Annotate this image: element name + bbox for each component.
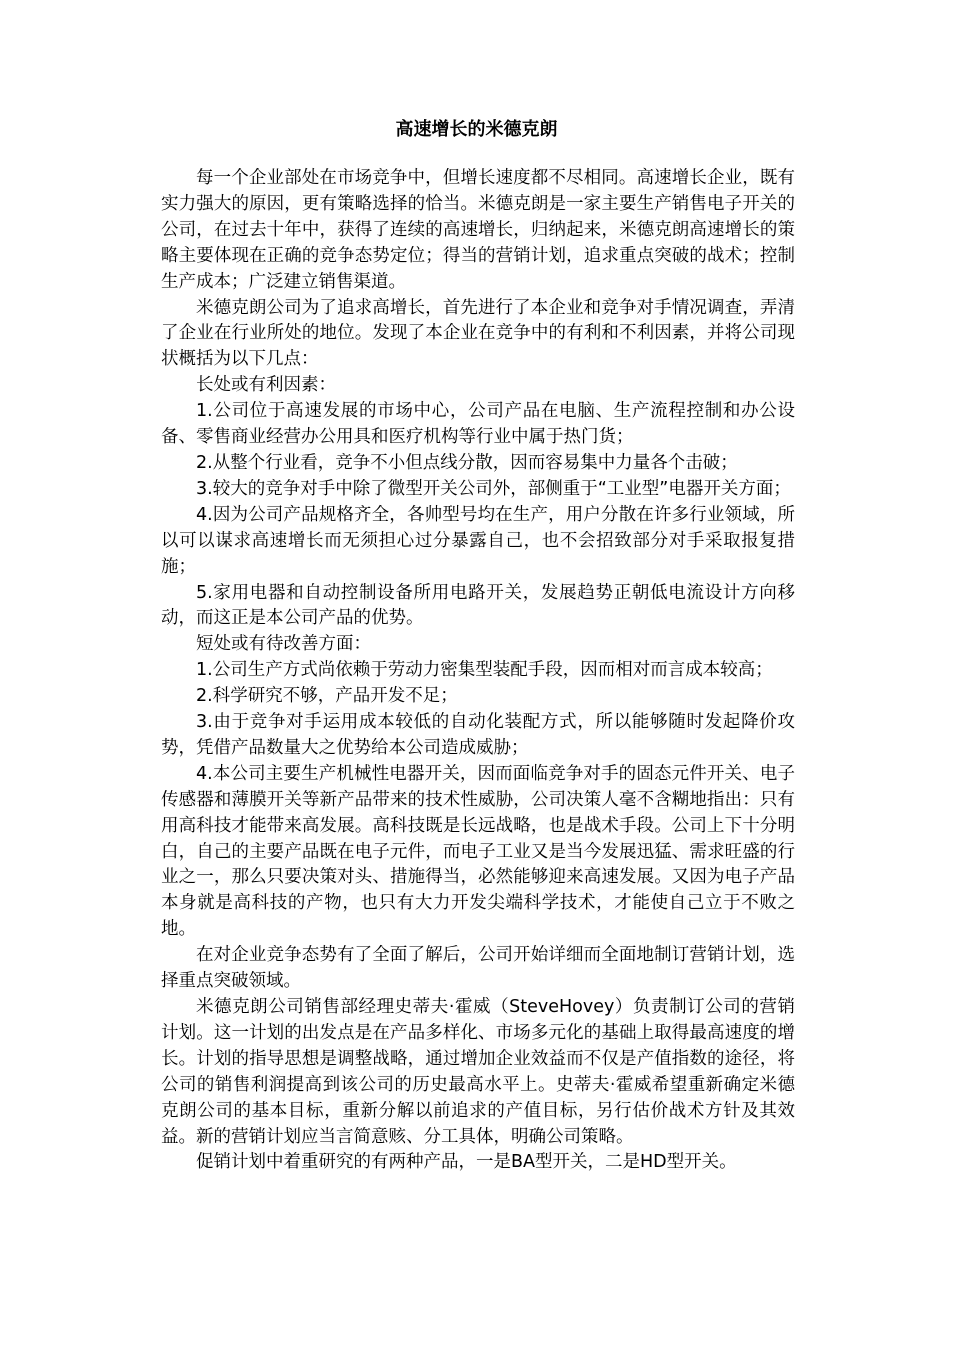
weakness-item-3: 3.由于竞争对手运用成本较低的自动化装配方式，所以能够随时发起降价攻势，凭借产品数量大之优势给本公司造成威胁； <box>161 712 795 758</box>
weakness-item-1: 1.公司生产方式尚依赖于劳动力密集型装配手段，因而相对而言成本较高； <box>196 660 773 681</box>
paragraph-promotion: 促销计划中着重研究的有两种产品，一是BA型开关，二是HD型开关。 <box>196 1152 737 1173</box>
weakness-item-4: 4.本公司主要生产机械性电器开关，因而面临竞争对手的固态元件开关、电子传感器和薄膜开关等新产品带来的技术性威胁，公司决策人毫不含糊地指出：只有用高科技才能带来高发展。高科技既是长远战略，也是战术手段。公司上下十分明白，自己的主要产品既在电子元件，而电子工业又是当今发展迅猛、需求旺盛的行业之一，那么只要决策对头、措施得当，必然能够迎来高速发展。又因为电子产品本身就是高科技的产物，也只有大力开发尖端科学技术，才能使自己立于不败之地。 <box>161 763 795 940</box>
paragraph-intro: 每一个企业部处在市场竞争中，但增长速度都不尽相同。高速增长企业，既有实力强大的原因，更有策略选择的恰当。米德克朗是一家主要生产销售电子开关的公司，在过去十年中，获得了连续的高速增长，归纳起来，米德克朗高速增长的策略主要体现在正确的竞争态势定位；得当的营销计划，追求重点突破的战术；控制生产成本；广泛建立销售渠道。 <box>161 168 795 292</box>
heading-weaknesses: 短处或有待改善方面： <box>196 634 371 655</box>
strength-item-2: 2.从整个行业看，竞争不小但点线分散，因而容易集中力量各个击破； <box>196 452 738 473</box>
strength-item-4: 4.因为公司产品规格齐全，各帅型号均在生产，用户分散在许多行业领域，所以可以谋求高速增长而无须担心过分暴露自己，也不会招致部分对手采取报复措施； <box>161 504 795 577</box>
document-body <box>161 166 795 1176</box>
weakness-item-2: 2.科学研究不够，产品开发不足； <box>196 686 458 707</box>
strength-item-1: 1.公司位于高速发展的市场中心，公司产品在电脑、生产流程控制和办公设备、零售商业经营办公用具和医疗机构等行业中属于热门货； <box>161 401 795 448</box>
document-title: 高速增长的米德克朗 <box>395 119 558 140</box>
strength-item-5: 5.家用电器和自动控制设备所用电路开关，发展趋势正朝低电流设计方向移动，而这正是本公司产品的优势。 <box>161 582 795 629</box>
paragraph-planning: 在对企业竞争态势有了全面了解后，公司开始详细而全面地制订营销计划，选择重点突破领域。 <box>161 945 795 992</box>
strength-item-3: 3.较大的竞争对手中除了微型开关公司外，部侧重于“工业型”电器开关方面； <box>196 478 791 499</box>
paragraph-marketing-plan: 米德克朗公司销售部经理史蒂夫·霍威（SteveHovey）负责制订公司的营销计划。这一计划的出发点是在产品多样化、市场多元化的基础上取得最高速度的增长。计划的指导思想是调整战略，通过增加企业效益而不仅是产值指数的途径，将公司的销售利润提高到该公司的历史最高水平上。史蒂夫·霍威希望重新确定米德克朗公司的基本目标，重新分解以前追求的产值目标，另行估价战术方针及其效益。新的营销计划应当言简意赅、分工具体，明确公司策略。 <box>161 997 795 1147</box>
heading-strengths: 长处或有利因素： <box>196 375 336 396</box>
paragraph-situation: 米德克朗公司为了追求高增长，首先进行了本企业和竞争对手情况调查，弄清了企业在行业所处的地位。发现了本企业在竞争中的有利和不利因素，并将公司现状概括为以下几点： <box>161 297 795 370</box>
